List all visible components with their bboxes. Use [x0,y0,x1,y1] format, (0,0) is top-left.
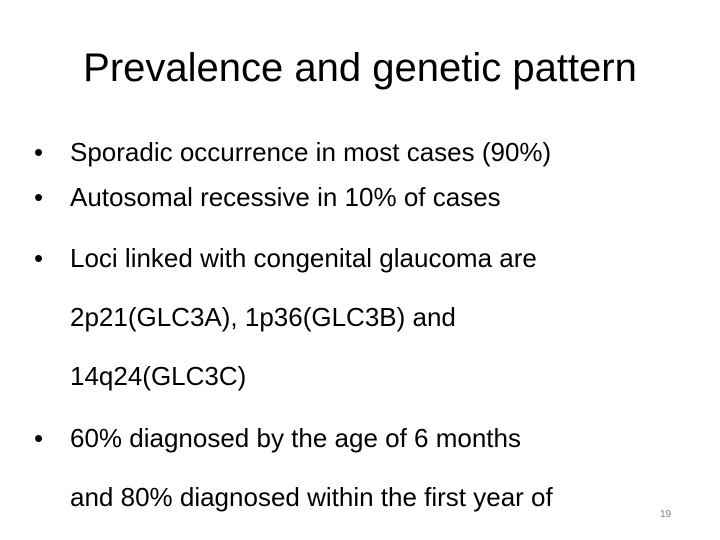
bullet-text: Sporadic occurrence in most cases (90%) [70,137,552,167]
bullet-text: Autosomal recessive in 10% of cases [70,182,501,212]
bullet-item-loci [34,242,537,274]
bullet-text: Loci linked with congenital glaucoma are [70,243,537,273]
bullet-icon: • [34,137,44,167]
bullet-item-sporadic [34,136,551,168]
bullet-continuation: and 80% diagnosed within the first year of [70,482,553,512]
bullet-icon: • [34,243,44,273]
bullet-continuation: 14q24(GLC3C) [70,361,247,391]
page-number: 19 [660,509,672,520]
bullet-continuation: 2p21(GLC3A), 1p36(GLC3B) and [70,302,456,332]
bullet-item-diagnosis [34,422,521,454]
slide-title: Prevalence and genetic pattern [83,46,637,90]
bullet-icon: • [34,423,44,453]
bullet-icon: • [34,182,44,212]
bullet-text: 60% diagnosed by the age of 6 months [70,423,521,453]
bullet-item-autosomal [34,181,501,213]
